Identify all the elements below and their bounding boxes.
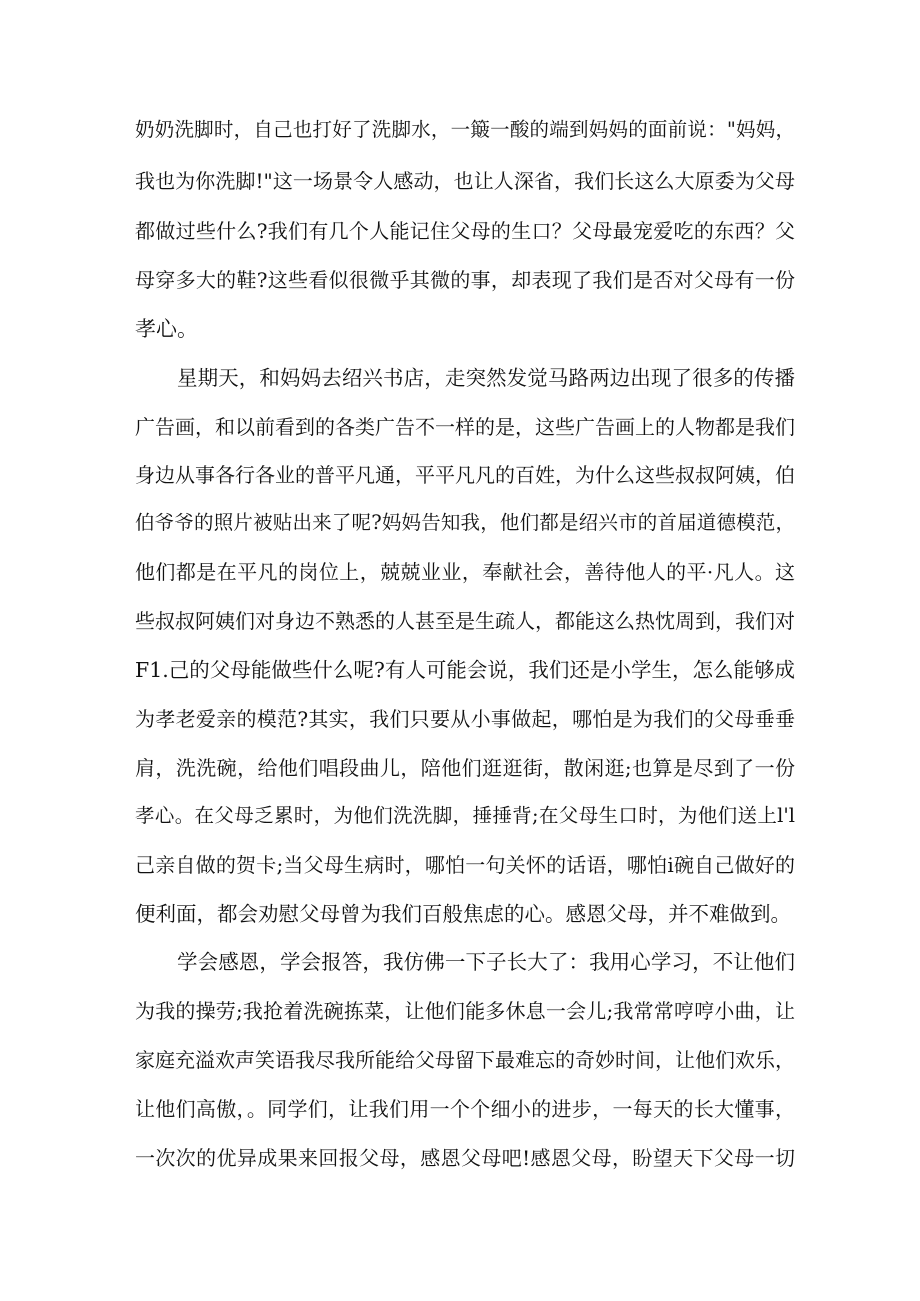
text-line: 为孝老爱亲的模范?其实，我们只要从小事做起，哪怕是为我们的父母垂垂	[135, 707, 795, 731]
text-line: 他们都是在平凡的岗位上，兢兢业业，奉献社会，善待他人的平·凡人。这	[135, 560, 795, 584]
text-line: 学会感恩，学会报答，我仿佛一下子长大了：我用心学习，不让他们	[177, 950, 795, 974]
text-line: 奶奶洗脚时，自己也打好了洗脚水，一簸一酸的端到妈妈的面前说："妈妈，	[135, 118, 795, 141]
text-line: 孝心。在父母乏累时，为他们洗洗脚，捶捶背;在父母生口时，为他们送上l'l	[135, 804, 795, 827]
text-line: F1.己的父母能做些什么呢?有人可能会说，我们还是小学生，怎么能够成	[135, 658, 795, 682]
text-line: 让他们高傲，。同学们，让我们用一个个细小的进步，一每天的长大懂事，	[135, 1097, 795, 1121]
text-line: 己亲自做的贺卡;当父母生病时，哪怕一句关怀的话语，哪怕i碗自己做好的	[135, 853, 795, 877]
text-line: 些叔叔阿姨们对身边不熟悉的人甚至是生疏人，都能这么热忱周到，我们对	[135, 609, 795, 633]
text-line: 母穿多大的鞋?这些看似很微乎其微的事，却表现了我们是否对父母有一份	[135, 268, 795, 292]
text-line: 一次次的优异成果来回报父母，感恩父母吧!感恩父母，盼望天下父母一切	[135, 1146, 795, 1170]
text-line: 孝心。	[135, 317, 198, 341]
text-line: 便利面，都会劝慰父母曾为我们百般焦虑的心。感恩父母，并不难做到。	[135, 902, 791, 926]
text-line: 伯爷爷的照片被贴出来了呢?妈妈告知我，他们都是绍兴市的首届道德模范，	[135, 511, 795, 534]
text-line: 肩，洗洗碗，给他们唱段曲儿，陪他们逛逛街，散闲逛;也算是尽到了一份	[135, 756, 795, 780]
text-line: 身边从事各行各业的普平凡通，平平凡凡的百姓，为什么这些叔叔阿姨，伯	[135, 463, 795, 487]
text-line: 星期天，和妈妈去绍兴书店，走突然发觉马路两边出现了很多的传播	[177, 366, 795, 390]
text-line: 为我的操劳;我抢着洗碗拣菜，让他们能多休息一会儿;我常常哼哼小曲，让	[135, 999, 795, 1023]
text-line: 家庭充溢欢声笑语我尽我所能给父母留下最难忘的奇妙时间，让他们欢乐，	[135, 1048, 795, 1072]
text-line: 我也为你洗脚!"这一场景令人感动，也让人深省，我们长这么大原委为父母	[135, 169, 795, 193]
text-line: 都做过些什么?我们有几个人能记住父母的生口？父母最宠爱吃的东西？父	[135, 219, 795, 243]
text-line: 广告画，和以前看到的各类广告不一样的是，这些广告画上的人物都是我们	[135, 415, 795, 439]
